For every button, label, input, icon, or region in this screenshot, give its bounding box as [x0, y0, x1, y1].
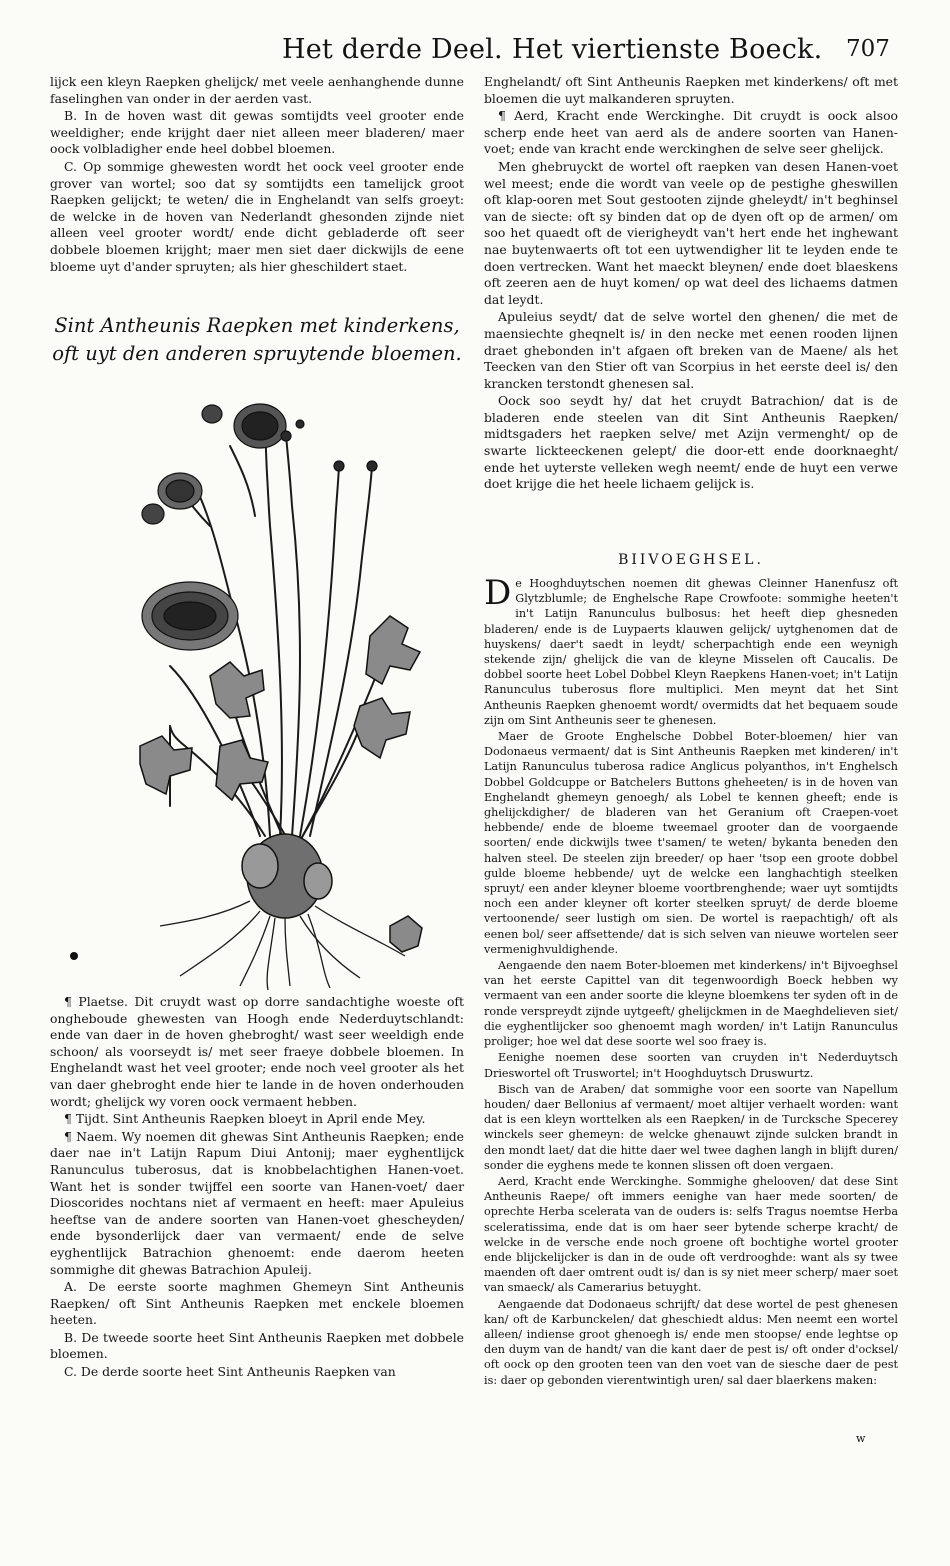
paragraph: Enghelandt/ oft Sint Antheunis Raepken met kinderkens/ oft met bloemen die uyt malkanderen spruyten.	[484, 74, 898, 106]
figure-caption-line: oft uyt den anderen spruytende bloemen.	[52, 342, 462, 365]
paragraph: Bisch van de Araben/ dat sommighe voor een soorte van Napellum houden/ daer Bellonius af vermaent/ moet altijer verhaelt worden: want dat is een kleyn worttelken als een Raepken/ in de Turcksche Specerey winckels seer ghemeyn: de welcke ghenauwt zijnde sulcken brandt in den mondt laet/ dat die hitte daer wel twee daghen langh in blijft duren/ sonder die eyghens mede te konnen slissen oft doen vergaen.	[484, 1082, 898, 1172]
paragraph: Oock soo seydt hy/ dat het cruydt Batrachion/ dat is de bladeren ende steelen van dit Sint Antheunis Raepken/ midtsgaders het raepken selve/ met Azijn vermenght/ op de swarte lickteeckenen gelept/ die door-ett ende doorknaeght/ ende het uyterste velleken wegh neemt/ ende de huyt een verwe doet krijge die het heele lichaem gelijck is.	[484, 393, 898, 492]
paragraph: Maer de Groote Enghelsche Dobbel Boter-bloemen/ hier van Dodonaeus vermaent/ dat is Sint Antheunis Raepken met kinderen/ in't Latijn Ranunculus tuberosa radice Anglicus polyanthos, in't Enghelsch Dobbel Goldcuppe or Batchelers Buttons gheheeten/ is in de hoven van Enghelandt ghemeyn genoegh/ als Lobel te kennen gheeft; ende is ghelijckdigher/ de bladeren van het Geranium oft Craepen-voet hebbende/ ende de bloeme tweemael grooter dan de voorgaende soorten/ ende dickwijls twee t'samen/ te weten/ bykanta beneden den halven steel. De steelen zijn breeder/ op haer 'tsop een groote dobbel gulde bloeme hebbende/ uyt de welcke een langhachtigh steelken spruyt/ een ander kleyner bloeme voortbrenghende; waer uyt somtijdts noch een ander kleyner oft korter steelken spruyt/ de derde bloeme vertoonende/ seer lustigh om sien. De wortel is raepachtigh/ oft als eenen bol/ seer affsettende/ dat is sich selven van nieuwe wortelen seer vermenighvuldighende.	[484, 730, 898, 956]
paragraph: Apuleius seydt/ dat de selve wortel den ghenen/ die met de maensiechte gheqnelt is/ in den necke met eenen rooden lijnen draet ghebonden in't afgaen oft breken van de Maene/ als het Teecken van den Stier oft van Scorpius in het eerste deel is/ den krancken terstondt ghenesen sal.	[484, 309, 898, 391]
paragraph: C. De derde soorte heet Sint Antheunis Raepken van	[64, 1364, 396, 1380]
paragraph: B. In de hoven wast dit gewas somtijdts veel grooter ende weeldigher; ende krijght daer niet alleen meer bladeren/ maer oock volbladigher ende heel dobbel bloemen.	[50, 108, 464, 157]
drop-cap: D	[484, 573, 512, 613]
addendum-title: BIIVOEGHSEL.	[618, 552, 764, 568]
addendum-text	[484, 573, 898, 1389]
paragraph: C. Op sommige ghewesten wordt het oock veel grooter ende grover van wortel; soo dat sy somtijdts een tamelijck groot Raepken gelijckt; te weten/ die in Enghelandt van selfs groeyt: de welcke in de hoven van Nederlandt ghesonden zijnde niet alleen veel grooter wordt/ ende dicht gebladerde oft seer dobbele bloemen krijght; maer men siet daer dickwijls de eene bloeme uyt d'ander spruyten; als hier gheschildert staet.	[50, 158, 464, 274]
left-column-top	[50, 74, 464, 276]
page-number: 707	[846, 36, 890, 62]
paragraph: Eenighe noemen dese soorten van cruyden in't Nederduytsch Drieswortel oft Truswortel; in't Hooghduytsch Druswurtz.	[484, 1051, 898, 1080]
figure-caption-line: Sint Antheunis Raepken met kinderkens,	[54, 314, 460, 337]
paragraph: Aengaende dat Dodonaeus schrijft/ dat dese wortel de pest ghenesen kan/ oft de Karbunckelen/ dat gheschiedt aldus: Men neemt een wortel alleen/ indiense groot ghenoegh is/ ende men stoopse/ ende leghtse op den duym van de handt/ van die kant daer de pest is/ oft onder d'ocksel/ oft oock op den grooten teen van den voet van de siesche daer de pest is: daer op gebonden vierentwintigh uren/ sal daer blaerkens maken:	[484, 1297, 898, 1387]
paragraph: ¶ Plaetse. Dit cruydt wast op dorre sandachtighe woeste oft ongheboude ghewesten van Hoogh ende Nederduytschlandt: ende van daer in de hoven ghebroght/ wast seer weeldigh ende schoon/ als voorseydt is/ met seer fraeye dobbele bloemen. In Enghelandt wast het veel grooter; ende noch veel grooter als het van daer ghebroght ende hier te lande in de hoven onderhouden wordt; ghelijck wy voren oock vermaent hebben.	[50, 994, 464, 1109]
running-head-book: Het viertienste Boeck.	[512, 34, 823, 65]
catchword: w	[856, 1432, 866, 1445]
paragraph: Men ghebruyckt de wortel oft raepken van desen Hanen-voet wel meest; ende die wordt van veele op de pestighe gheswillen oft klap-ooren met Sout gestooten zijnde gheleydt/ in't beghinsel van de siecte: oft sy binden dat op de dyen oft op de armen/ om soo het quaedt oft de vierigheydt van't hert ende het inghewant nae buytenwaerts oft tot een uytwendigher lit te leyden ende te doen vertrecken. Want het maeckt bleynen/ ende doet blaeskens oft zeeren aen de huyt komen/ op wat deel des lichaems datmen dat leydt.	[484, 158, 898, 307]
left-column-bottom	[50, 994, 464, 1382]
woodcut-plant-illustration	[60, 366, 460, 992]
paragraph: ¶ Aerd, Kracht ende Werckinghe. Dit cruydt is oock alsoo scherp ende heet van aerd als de andere soorten van Hanen-voet; ende van kracht ende werckinghen de selve seer ghelijck.	[484, 108, 898, 157]
figure-caption	[50, 312, 464, 368]
paragraph-text: e Hooghduytschen noemen dit ghewas Cleinner Hanenfusz oft Glytzblumle; de Enghelsche Rape Crowfoote: sommighe heeten't in't Latijn Ranunculus bulbosus: het heeft diep ghesneden bladeren/ ende is de Luypaerts klauwen gelijck/ uytghenomen dat de huyskens/ daer't saedt in leydt/ scherpachtigh ende een weynigh stekende zijn/ ghelijck die van de kleyne Misselen oft Caucalis. De dobbel soorte heet Lobel Dobbel Kleyn Raepkens Hanen-voet; in't Latijn Ranunculus tuberosus flore multiplici. Men meynt dat het Sint Antheunis Raepken ghenoemt wordt/ overmidts dat het bequaem soude zijn om Sint Antheunis seer te ghenesen.	[484, 577, 898, 727]
paragraph: Aerd, Kracht ende Werckinghe. Sommighe ghelooven/ dat dese Sint Antheunis Raepe/ oft immers eenighe van haer mede soorten/ de oprechte Herba scelerata van de ouders is: selfs Tragus noemtse Herba sceleratissima, ende dat is om haer seer bytende scherpe kracht/ de welcke in de versche ende noch groene oft bochtighe wortel grooter ende blijckelijcker is dan in de oude oft verdrooghde: want als sy twee maenden oft daer omtrent oudt is/ dan is sy niet meer scherp/ maer soet van smaeck/ als Camerarius betuyght.	[484, 1174, 898, 1295]
paragraph: ¶ Tijdt. Sint Antheunis Raepken bloeyt in April ende Mey.	[64, 1111, 426, 1127]
paragraph: B. De tweede soorte heet Sint Antheunis Raepken met dobbele bloemen.	[50, 1329, 464, 1362]
paragraph: lijck een kleyn Raepken ghelijck/ met veele aenhanghende dunne faselinghen van onder in der aerden vast.	[50, 74, 464, 106]
right-column	[484, 74, 898, 494]
paragraph: A. De eerste soorte maghmen Ghemeyn Sint Antheunis Raepken/ oft Sint Antheunis Raepken met enckele bloemen heeten.	[50, 1279, 464, 1328]
paragraph	[484, 573, 898, 728]
paragraph: Aengaende den naem Boter-bloemen met kinderkens/ in't Bijvoeghsel van het eerste Capittel van dit tegenwoordigh Boeck hebben wy vermaent van een ander soorte die kleyne bloemkens ter syden oft in de ronde verspreydt zijnde uytgeeft/ ghelijckmen in de Maeghdelieven siet/ die eyghentlijcker soo ghenoemt magh worden/ in't Latijn Ranunculus proliger; hoe wel dat dese soorte wel soo fraey is.	[484, 959, 898, 1049]
paragraph: ¶ Naem. Wy noemen dit ghewas Sint Antheunis Raepken; ende daer nae in't Latijn Rapum Diui Antonij; maer eyghentlijck Ranunculus tuberosus, dat is knobbelachtighen Hanen-voet. Want het is sonder twijffel een soorte van Hanen-voet/ daer Dioscorides nochtans niet af vermaent en heeft: maer Apuleius heeftse van de andere soorten van Hanen-voet ghescheyden/ ende bysonderlijck daer van vermaent/ ende de selve eyghentlijck Batrachion ghenoemt: ende daerom heeten sommighe dit ghewas Batrachion Apuleij.	[50, 1128, 464, 1277]
running-head-part: Het derde Deel.	[282, 34, 503, 65]
